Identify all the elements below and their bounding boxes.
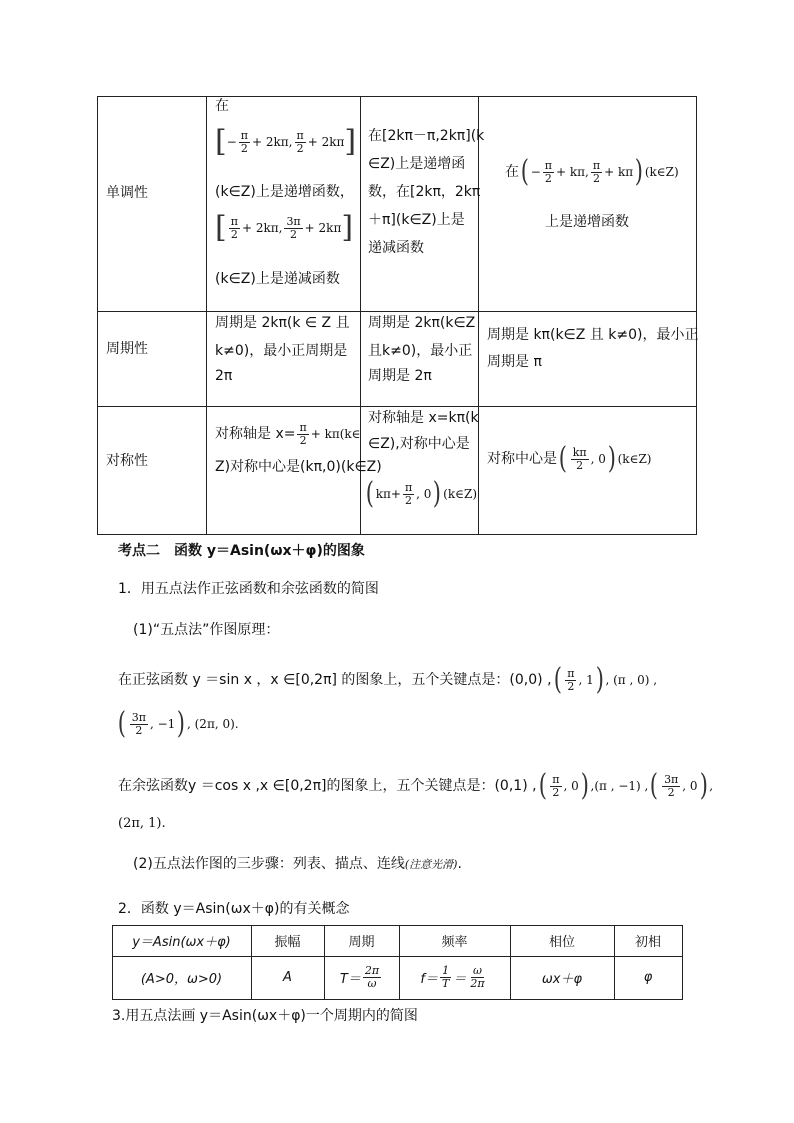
- center-label: 对称中心是: [487, 451, 557, 467]
- tan-interval-prefix: 在: [505, 164, 519, 180]
- cos-period-line3: 周期是 2π: [368, 368, 432, 384]
- kpi-over-2: [571, 447, 589, 472]
- point-term: , (π , 0) ,: [605, 673, 658, 687]
- table-border: [206, 96, 207, 535]
- table-border: [97, 406, 697, 407]
- frequency-label: f＝: [420, 972, 438, 987]
- header-amplitude: 振幅: [274, 935, 301, 950]
- numerator: 1: [442, 964, 450, 977]
- cos-period-line2: 且k≠0)，最小正: [368, 343, 473, 359]
- sin-monotonic-line1: 在: [215, 98, 229, 114]
- denominator: 2: [296, 141, 304, 155]
- numerator: 3π: [131, 710, 146, 724]
- point-term: , −1: [149, 717, 176, 731]
- right-paren: ): [433, 476, 442, 511]
- denominator: 2π: [470, 977, 485, 990]
- header-phase: 相位: [548, 935, 575, 950]
- table-border: [97, 534, 697, 535]
- numerator: 3π: [286, 214, 301, 228]
- denominator: 2: [592, 171, 600, 185]
- amplitude-cell: A: [283, 970, 292, 985]
- cos-symmetry-line2: ∈Z),对称中心是: [368, 436, 470, 452]
- point-term: , 0: [563, 779, 579, 793]
- left-bracket: [: [215, 124, 227, 159]
- item-1-heading: 1．用五点法作正弦函数和余弦函数的简图: [118, 581, 379, 597]
- denominator: 2: [290, 227, 298, 241]
- period-mark: .: [457, 856, 462, 872]
- k-domain: (k∈Z): [644, 165, 679, 179]
- sin-period-line1: 周期是 2kπ(k ∈ Z 且: [215, 315, 350, 331]
- denominator: 2: [240, 141, 248, 155]
- table-border: [696, 96, 697, 535]
- table-border: [478, 96, 479, 535]
- minus-sign: −: [226, 135, 237, 149]
- left-paren: (: [558, 441, 567, 476]
- numerator: π: [544, 158, 553, 172]
- center-term: kπ+: [375, 487, 401, 501]
- cos-monotonic-line1: 在[2kπ－π,2kπ](k: [368, 128, 485, 144]
- right-paren: ): [634, 154, 644, 189]
- pi-over-2: [229, 216, 240, 241]
- denominator: ω: [367, 977, 377, 990]
- cosine-keypoints-text: 在余弦函数y ＝cos x ,x ∈[0,2π]的图象上，五个关键点是：(0,1) ,: [118, 778, 537, 794]
- period-cell: [324, 956, 399, 999]
- right-bracket: ]: [341, 210, 354, 245]
- table-border: [97, 96, 98, 535]
- tan-increasing-interval: [505, 152, 679, 192]
- section-heading: 考点二 函数 y＝Asin(ωx＋φ)的图象: [118, 543, 365, 559]
- right-paren: ): [699, 768, 708, 803]
- cos-monotonic-line2: ∈Z)上是递增函: [368, 156, 466, 172]
- condition-cell: (A>0，ω>0): [140, 972, 223, 987]
- five-point-steps: (2)五点法作图的三步骤：列表、描点、连线: [133, 856, 405, 872]
- row-label-monotonic: 单调性: [106, 185, 148, 201]
- sin-monotonic-line3: (k∈Z)上是递增函数，: [215, 184, 354, 200]
- function-properties-table: [97, 96, 697, 535]
- initial-phase-cell: φ: [643, 970, 653, 985]
- row-label-symmetry: 对称性: [106, 453, 148, 469]
- numerator: π: [567, 666, 575, 680]
- denominator: 2: [567, 679, 575, 693]
- denominator: T: [441, 977, 450, 990]
- numerator: kπ: [572, 445, 587, 459]
- cos-symmetry-center: [364, 474, 477, 514]
- cos-monotonic-line5: 递减函数: [368, 240, 424, 256]
- item-2-heading: 2．函数 y＝Asin(ωx＋φ)的有关概念: [118, 901, 350, 917]
- left-paren: (: [117, 706, 126, 741]
- center-term: , 0: [590, 452, 606, 466]
- table-border: [112, 999, 683, 1000]
- cosine-keypoints-line2: (2π, 1).: [118, 816, 166, 831]
- point-term: , 0: [682, 779, 698, 793]
- tan-period-line2: 周期是 π: [487, 354, 542, 370]
- right-bracket: ]: [344, 124, 357, 159]
- cos-symmetry-line1: 对称轴是 x=kπ(k: [368, 410, 479, 426]
- interval-term: + 2kπ: [307, 135, 345, 149]
- sin-period-line2: k≠0)，最小正周期是: [215, 343, 348, 359]
- interval-term: + 2kπ,: [252, 135, 293, 149]
- equals-sign: ＝: [453, 972, 467, 987]
- k-domain: (k∈Z): [443, 487, 478, 501]
- center-term: , 0: [416, 487, 432, 501]
- phase-cell: ωx＋φ: [541, 972, 583, 987]
- left-paren: (: [365, 476, 374, 511]
- period-label: T＝: [339, 972, 361, 987]
- one-over-t: [440, 965, 451, 990]
- sin-decreasing-interval: [215, 210, 353, 246]
- sin-monotonic-line5: (k∈Z)上是递减函数: [215, 271, 340, 287]
- denominator: 2: [299, 433, 307, 447]
- denominator: 2: [552, 785, 560, 799]
- interval-term: + 2kπ: [304, 221, 342, 235]
- pi-over-2: [295, 130, 306, 155]
- pi-over-2: [550, 774, 561, 799]
- right-paren: ): [580, 768, 589, 803]
- minus-sign: −: [530, 165, 541, 179]
- numerator: π: [296, 128, 304, 142]
- omega-over-2pi: [468, 965, 486, 990]
- numerator: π: [299, 420, 307, 434]
- denominator: 2: [576, 458, 584, 472]
- sin-symmetry-axis: [215, 414, 361, 454]
- header-frequency: 频率: [441, 935, 468, 950]
- denominator: 2: [405, 493, 413, 507]
- cos-monotonic-line3: 数，在[2kπ，2kπ: [368, 184, 481, 200]
- left-paren: (: [650, 768, 659, 803]
- axis-term: + kπ(k∈: [310, 427, 361, 441]
- three-pi-over-2: [130, 712, 148, 737]
- sine-keypoints-line1: [118, 662, 657, 698]
- left-paren: (: [538, 768, 547, 803]
- sin-increasing-interval: [215, 124, 356, 160]
- header-period: 周期: [348, 935, 375, 950]
- smooth-note: (注意光滑): [404, 858, 458, 871]
- pi-over-2: [239, 130, 250, 155]
- left-paren: (: [553, 662, 562, 697]
- table-border: [97, 311, 697, 312]
- header-initial-phase: 初相: [634, 935, 661, 950]
- frequency-cell: [399, 956, 510, 999]
- denominator: 2: [544, 171, 552, 185]
- table-border: [97, 96, 697, 97]
- cos-period-line1: 周期是 2kπ(k∈Z: [368, 315, 476, 331]
- numerator: π: [592, 158, 601, 172]
- cosine-keypoints-line1: [118, 768, 713, 804]
- pi-over-2: [591, 160, 602, 185]
- point-term: ,: [709, 779, 714, 793]
- sine-keypoints-text: 在正弦函数 y ＝sin x ，x ∈[0,2π] 的图象上，五个关键点是：(0,0) ,: [118, 672, 552, 688]
- concept-table: [112, 925, 683, 1000]
- interval-term: + kπ: [604, 165, 634, 179]
- period-fraction: [363, 965, 381, 990]
- header-function: y＝Asin(ωx＋φ): [132, 935, 231, 950]
- left-bracket: [: [215, 210, 227, 245]
- point-term: ,(π , −1) ,: [590, 779, 649, 793]
- numerator: π: [240, 128, 249, 142]
- sin-period-line3: 2π: [215, 368, 233, 384]
- numerator: π: [230, 214, 238, 228]
- left-paren: (: [520, 154, 529, 189]
- denominator: 2: [135, 723, 143, 737]
- right-paren: ): [177, 706, 186, 741]
- sin-symmetry-center: Z)对称中心是(kπ,0)(k∈Z): [215, 459, 382, 475]
- tan-period-line1: 周期是 kπ(k∈Z 且 k≠0)，最小正: [487, 327, 699, 343]
- axis-label: 对称轴是 x=: [215, 426, 296, 442]
- item-1-1: (1)“五点法”作图原理：: [133, 622, 280, 638]
- right-paren: ): [595, 662, 604, 697]
- numerator: ω: [472, 964, 482, 977]
- cos-monotonic-line4: ＋π](k∈Z)上是: [368, 212, 465, 228]
- pi-over-2: [565, 668, 576, 693]
- point-term: , 1: [578, 673, 594, 687]
- numerator: π: [552, 772, 560, 786]
- item-3-heading: 3.用五点法画 y＝Asin(ωx＋φ)一个周期内的简图: [112, 1008, 418, 1024]
- table-border: [682, 925, 683, 1000]
- point-term: , (2π, 0).: [187, 717, 239, 731]
- pi-over-2: [403, 482, 414, 507]
- item-1-2: [133, 854, 462, 875]
- numerator: π: [404, 480, 413, 494]
- numerator: 2π: [364, 964, 380, 977]
- interval-term: + 2kπ,: [241, 221, 283, 235]
- tan-monotonic-line2: 上是递增函数: [545, 214, 629, 230]
- tan-symmetry-center: [487, 439, 651, 479]
- pi-over-2: [543, 160, 554, 185]
- denominator: 2: [667, 785, 675, 799]
- sine-keypoints-line2: [116, 706, 239, 742]
- numerator: 3π: [664, 772, 679, 786]
- k-domain: (k∈Z): [617, 452, 652, 466]
- three-pi-over-2: [662, 774, 680, 799]
- right-paren: ): [607, 441, 616, 476]
- interval-term: + kπ,: [556, 165, 589, 179]
- denominator: 2: [230, 227, 238, 241]
- three-pi-over-2: [284, 216, 302, 241]
- row-label-period: 周期性: [106, 341, 148, 357]
- pi-over-2: [297, 422, 308, 447]
